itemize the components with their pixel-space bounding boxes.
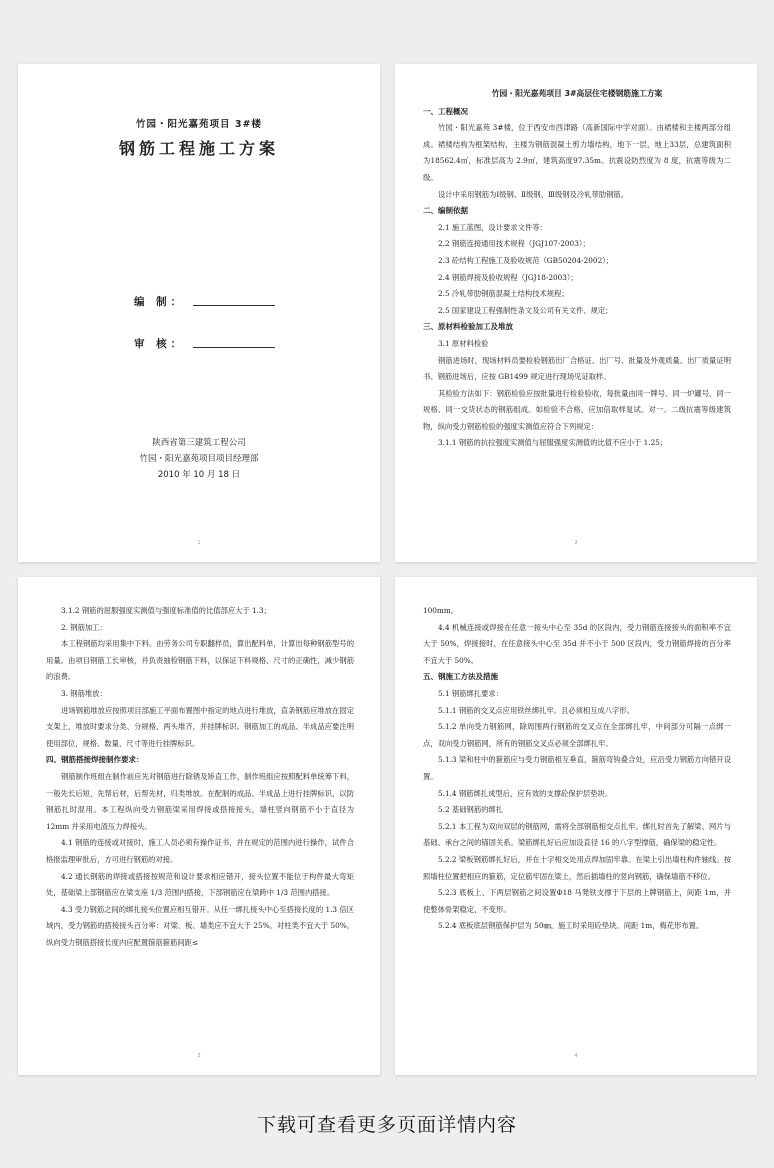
paragraph: 4.1 钢筋的连接或对接时，施工人员必须有操作证书，并在规定的范围内进行操作，试件合格报监理审批后，方可进行钢筋的对接。: [46, 838, 354, 864]
cover-company: 陕西省第三建筑工程公司: [152, 438, 246, 448]
list-item: 2.1 施工蓝图，设计要求文件等：: [438, 222, 547, 232]
paragraph: 5.2.1 本工程为双向双层的钢筋网，需将全部钢筋相交点扎牢。绑扎时首先了解梁、网片与基础、承台之间的锚固关系。梁筋绑扎好后应加设直径 16 的八字型撑筋，确保梁的稳定性。: [423, 821, 731, 848]
page-number: 1: [197, 540, 201, 546]
paragraph: 5.1.3 梁和柱中的箍筋应与受力钢筋相互垂直，箍筋弯钩叠合处，应沿受力钢筋方向错开设置。: [423, 755, 731, 781]
document-page-cover: [18, 64, 380, 562]
paragraph: 钢筋进场时，现场材料员要检验钢筋出厂合格证、出厂号、批量及外观质量、出厂质量证明书、钢筋进场后，应按 GB1499 规定进行现场见证取样。: [423, 355, 731, 382]
compile-label: 编 制：: [134, 296, 186, 308]
review-label: 审 核：: [134, 338, 186, 350]
document-header: 竹园・阳光嘉苑项目 3#高层住宅楼钢筋施工方案: [491, 89, 663, 98]
paragraph: 100mm。: [423, 606, 459, 615]
paragraph: 竹园・阳光嘉苑 3#楼，位于西安市西津路（高新国际中学对面）。由裙楼和主楼两部分组成。裙楼结构为框架结构，主楼为钢筋混凝土剪力墙结构，地下一层，地上33层，总建筑面积为18562.4㎡，标准层高为 2.9㎡，建筑高度97.35m。抗震设防烈度为 8 度，抗震等级为二级。: [423, 123, 731, 182]
list-item: 2.5 冷轧带肋钢筋混凝土结构技术规程；: [438, 289, 569, 299]
list-item: 2.4 钢筋焊接及验收规程（JGJ18-2003）；: [438, 272, 578, 282]
compile-signature-row: [134, 294, 275, 309]
paragraph: 本工程钢筋均采用集中下料。由劳务公司专职翻样员，算出配料单，计算出每种钢筋型号的用量。由项目钢筋工长审核，并负责抽检钢筋下料，以保证下料规格、尺寸的正确性，减少钢筋的浪费。: [46, 639, 354, 682]
page-number: 2: [574, 540, 578, 546]
paragraph: 4.4 机械连接或焊接在任意一接头中心至 35d 的区段内，受力钢筋连接接头的面积率不宜大于 50%，焊接接时，在任意接头中心至 35d 并不小于 500 区段内，受力钢筋焊接的百分率不宜大于 50%。: [423, 622, 731, 665]
paragraph: 5.2 基础钢筋的绑扎: [438, 805, 504, 815]
page-number: 3: [197, 1053, 201, 1059]
cover-department: 竹园・阳光嘉苑项目项目经理部: [139, 454, 259, 464]
page-content: [423, 603, 731, 935]
subsection-heading: 3.1 原材料检验: [438, 338, 489, 348]
review-signature-line: [193, 346, 275, 348]
review-signature-row: [134, 336, 275, 351]
cover-main-title: 钢筋工程施工方案: [118, 139, 279, 158]
download-more-link[interactable]: 下载可查看更多页面详情内容: [256, 1114, 517, 1136]
list-item: 2.5 国家建设工程强制性条文及公司有关文件、规定；: [438, 305, 613, 315]
paragraph: 5.2.2 梁板钢筋绑扎好后，并在十字相交处用点焊加固牢靠。在梁上引出墙柱构件轴线。按照墙柱位置把相应的箍筋，定位筋牢固在梁上，然后插墙柱的竖向钢筋，确保墙筋不移位。: [423, 854, 731, 881]
cover-project-title: 竹园・阳光嘉苑项目 3#楼: [136, 119, 262, 130]
cover-date: 2010 年 10 月 18 日: [157, 470, 241, 480]
section-heading: 五、钢施工方法及措施: [423, 672, 498, 682]
document-page-4: [395, 577, 757, 1075]
paragraph: 3.1.1 钢筋的抗拉强度实测值与屈服强度实测值的比值不应小于 1.25；: [438, 438, 668, 448]
paragraph: 3.1.2 钢筋的屈服强度实测值与强度标准值的比值部应大于 1.3；: [61, 606, 271, 615]
document-page-3: [18, 577, 380, 1075]
list-item: 2.3 砼结构工程施工及验收规范（GB50204-2002）；: [438, 255, 614, 265]
compile-signature-line: [193, 304, 275, 306]
paragraph: 5.1.1 钢筋的交叉点应用铁丝绑扎牢。且必须相互成八字形。: [438, 705, 635, 715]
list-item: 2.2 钢筋连接通用技术规程（JGJ107-2003）；: [438, 239, 590, 249]
paragraph: 5.1 钢筋绑扎要求：: [438, 688, 504, 698]
section-heading: 一、工程概况: [423, 106, 468, 116]
paragraph: 设计中采用钢筋为Ⅰ级钢、Ⅱ级钢、Ⅲ级钢及冷轧带肋钢筋。: [438, 189, 629, 199]
paragraph: 5.1.4 钢筋绑扎成型后，应有效的支撑砼保护层垫块。: [438, 788, 613, 798]
page-content: [46, 603, 354, 951]
paragraph: 5.2.4 底板底层钢筋保护层为 50㎜，施工时采用砼垫块。间距 1m，梅花形布置。: [438, 921, 704, 931]
paragraph: 3. 钢筋堆放：: [61, 688, 107, 698]
document-page-2: [395, 64, 757, 562]
section-heading: 四、钢筋搭接焊接制作要求：: [46, 755, 144, 765]
paragraph: 4.2 通长钢筋的焊接或搭接按规范和设计要求相应错开，接头位置不能位于构件最大弯矩处，基础梁上部钢筋应在梁支座 1/3 范围内搭接，下部钢筋应在梁跨中 1/3 范围内搭接。: [46, 871, 354, 898]
paragraph: 钢筋制作班组在制作前应先对钢筋进行除锈及矫直工作，制作班组应按照配料单统筹下料，一般先长后短，先帮后材，后帮先材，归类堆放。在配制的成品、半成品上进行挂牌标识，以防钢筋扎时混用。本工程纵向受力钢筋梁采用焊接或搭接接头，墙柱竖向钢筋不小于直径为 12mm 并采用电渣压力焊接头。: [46, 771, 354, 831]
page-content: [423, 86, 731, 452]
paragraph: 4.3 受力钢筋之间的绑扎接头位置应相互错开。从任一绑扎接头中心至搭接长度的 1.3 倍区域内，受力钢筋的搭接接头百分率：对梁、板、墙类应不宜大于 25%。对柱类不宜大于 50%。纵向受力钢筋搭接长度内应配置箍筋箍筋间距≤: [46, 904, 354, 947]
paragraph: 2. 钢筋加工：: [61, 622, 107, 632]
section-heading: 三、原材料检验加工及堆放: [423, 322, 513, 332]
page-number: 4: [574, 1053, 578, 1059]
section-heading: 二、编制依据: [423, 206, 468, 216]
paragraph: 进场钢筋堆放应按照项目部施工平面布置图中指定的地点进行堆放，直条钢筋应堆放在固定支架上，堆放时要求分类、分规格、两头堆齐，并挂牌标识。钢筋加工的成品、半成品应要注明使用部位，规格、数量、尺寸等进行挂牌标识。: [46, 705, 354, 748]
paragraph: 5.1.2 单向受力钢筋网，除周围两行钢筋的交叉点在全部绑扎牢，中间部分可隔一点绑一点，双向受力钢筋网，所有的钢筋交叉点必须全部绑扎牢。: [423, 722, 731, 748]
paragraph: 5.2.3 底板上、下两层钢筋之间设置Φ18 马凳铁支撑于下层的上牌钢筋上，间距 1m，并使整体骨架稳定，不变形。: [423, 888, 731, 914]
paragraph: 其检验方法如下：钢筋检验应按批量进行检验验收，每批量由同一牌号、同一炉罐号、同一规格、同一交货状态的钢筋组成。如检验不合格，应加倍取样复试。对一、二级抗震等级建筑物，纵向受力钢筋检验的强度实测值应符合下列规定：: [423, 388, 731, 431]
